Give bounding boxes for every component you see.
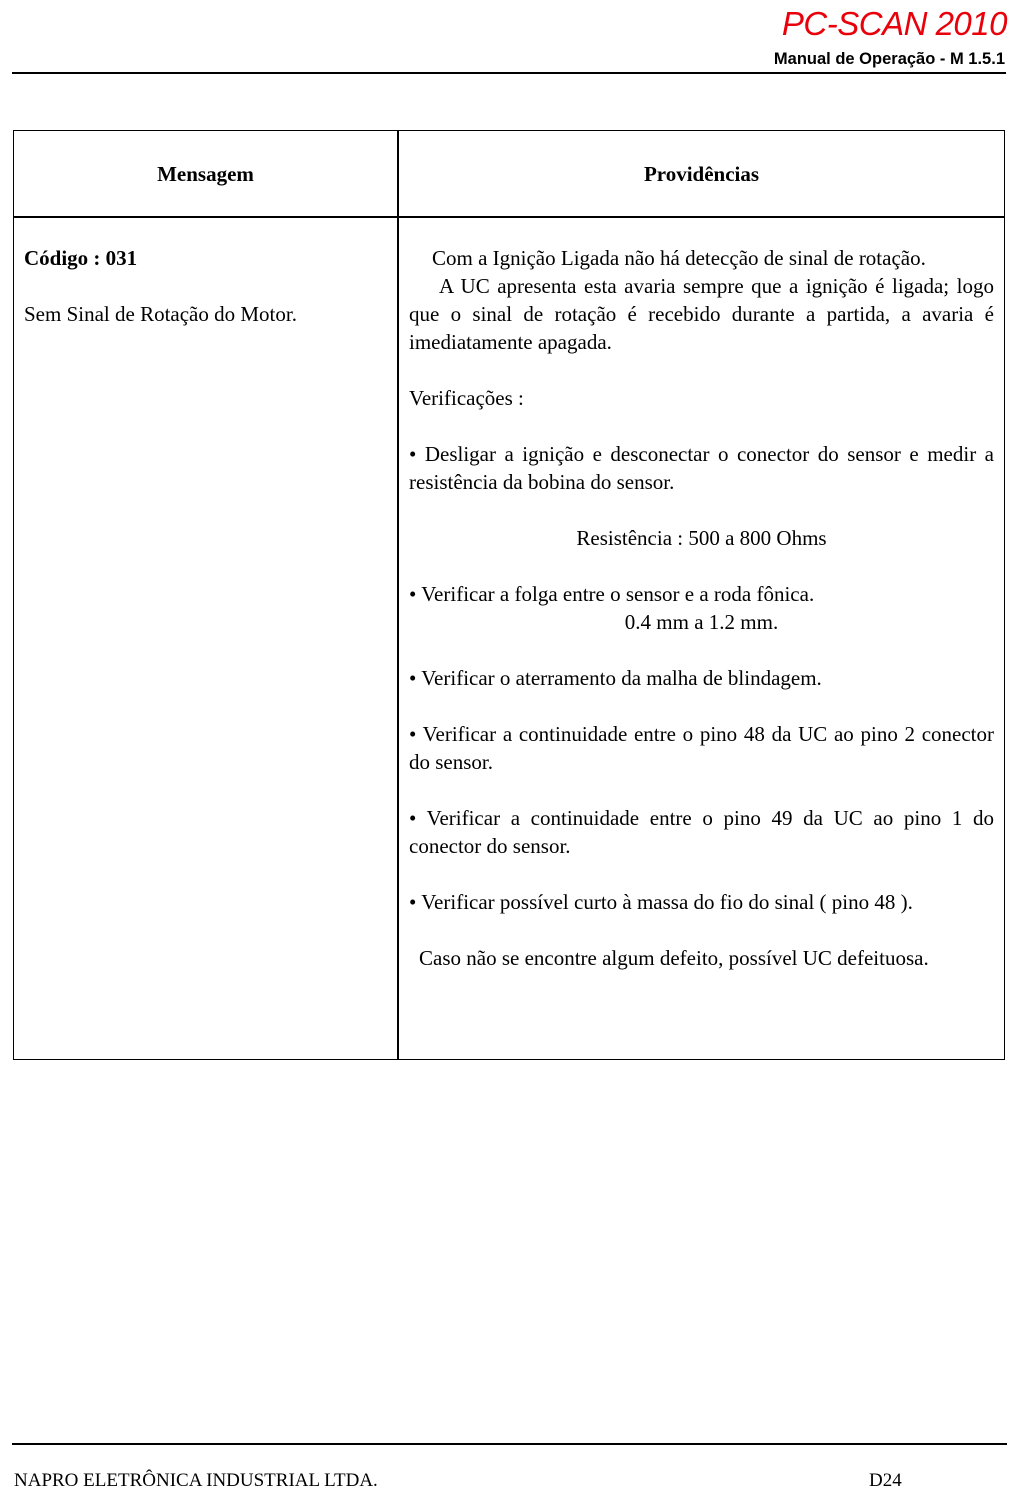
company-name: NAPRO ELETRÔNICA INDUSTRIAL LTDA.	[14, 1470, 378, 1491]
explanation-text: A UC apresenta esta avaria sempre que a ignição é ligada; logo que o sinal de rotação é recebido durante a partida, a avaria é imediatamente apagada.	[409, 274, 994, 354]
conclusion-text: Caso não se encontre algum defeito, possível UC defeituosa.	[419, 946, 929, 970]
checks-heading: Verificações :	[409, 386, 524, 410]
check-item: • Verificar a folga entre o sensor e a roda fônica.	[409, 582, 815, 606]
check-item: • Verificar o aterramento da malha de blindagem.	[409, 666, 822, 690]
message-cell	[24, 244, 389, 328]
column-divider	[397, 131, 399, 1059]
check-item: • Desligar a ignição e desconectar o conector do sensor e medir a resistência da bobina do sensor.	[409, 442, 994, 494]
header-divider	[12, 72, 1006, 74]
column-header-providencias: Providências	[643, 162, 760, 186]
manual-version: Manual de Operação - M 1.5.1	[773, 50, 1005, 68]
brand-logo-text: PC-SCAN 2010	[781, 5, 1007, 42]
header-row-divider	[14, 216, 1004, 218]
error-code: Código : 031	[24, 246, 138, 270]
error-description: Sem Sinal de Rotação do Motor.	[24, 302, 297, 326]
check-item: • Verificar a continuidade entre o pino 49 da UC ao pino 1 do conector do sensor.	[409, 806, 994, 858]
actions-cell	[409, 244, 994, 972]
condition-text: Com a Ignição Ligada não há detecção de sinal de rotação.	[432, 246, 926, 270]
gap-spec: 0.4 mm a 1.2 mm.	[624, 610, 779, 634]
page-number: D24	[869, 1470, 902, 1491]
footer-divider	[12, 1443, 1007, 1445]
diagnostic-table	[13, 130, 1005, 1060]
check-item: • Verificar possível curto à massa do fio do sinal ( pino 48 ).	[409, 890, 913, 914]
check-item: • Verificar a continuidade entre o pino 48 da UC ao pino 2 conector do sensor.	[409, 722, 994, 774]
resistance-spec: Resistência : 500 a 800 Ohms	[576, 526, 827, 550]
column-header-mensagem: Mensagem	[157, 162, 254, 186]
